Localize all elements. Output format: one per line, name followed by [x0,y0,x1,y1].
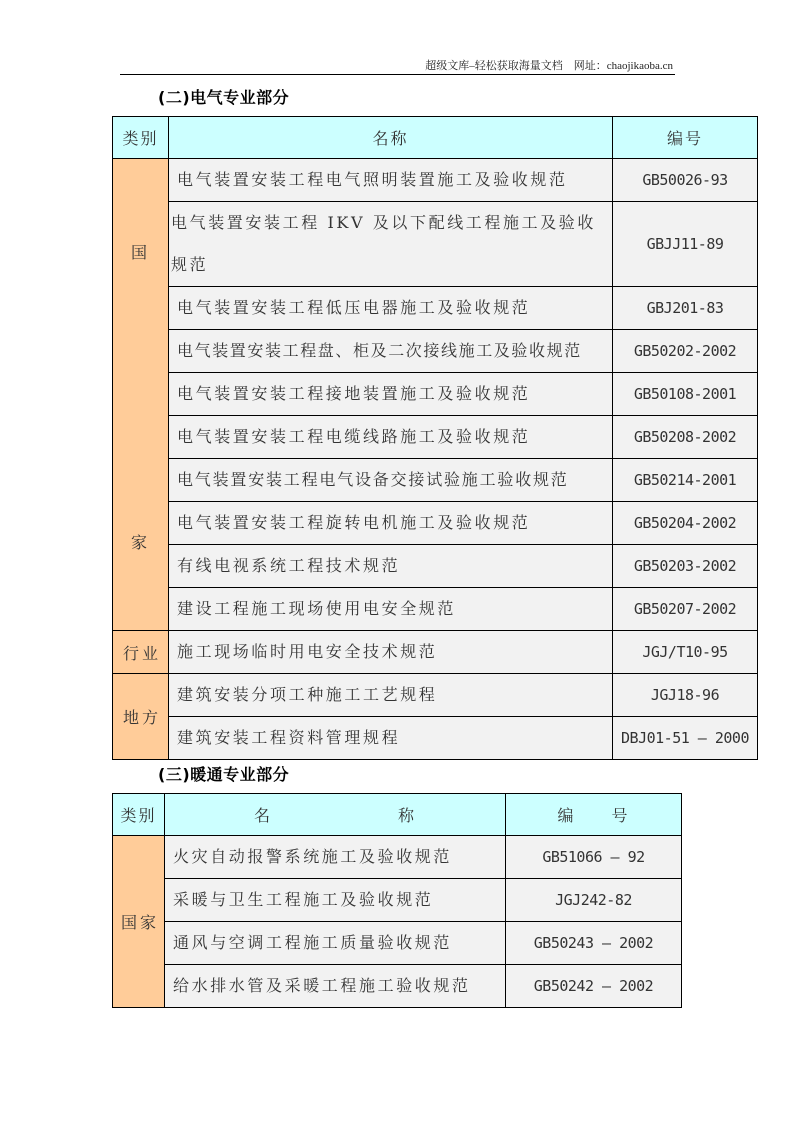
table-row [113,545,758,588]
standard-code: GB50108-2001 [613,373,758,416]
table-row [113,879,682,922]
standard-name: 电气装置安装工程盘、柜及二次接线施工及验收规范 [169,330,613,373]
page-header [120,56,675,75]
table-row [113,502,758,545]
table-row [113,287,758,330]
standard-name: 建筑安装分项工种施工工艺规程 [169,674,613,717]
standard-name: 火灾自动报警系统施工及验收规范 [165,836,506,879]
standard-code: GB50243 – 2002 [506,922,682,965]
category-cell-national [113,159,169,631]
standard-name: 建筑安装工程资料管理规程 [169,717,613,760]
standard-name: 给水排水管及采暖工程施工验收规范 [165,965,506,1008]
table-row [113,373,758,416]
table-row [113,922,682,965]
table-row [113,631,758,674]
standard-name: 电气装置安装工程电气设备交接试验施工验收规范 [169,459,613,502]
standard-code: GB50203-2002 [613,545,758,588]
standard-name: 电气装置安装工程接地装置施工及验收规范 [169,373,613,416]
column-header-name: 名 称 [165,794,506,836]
standard-code: JGJ/T10-95 [613,631,758,674]
table-row [113,674,758,717]
standard-code: DBJ01-51 – 2000 [613,717,758,760]
column-header-category: 类别 [113,794,165,836]
hvac-standards-table [112,793,682,1008]
standard-name: 电气装置安装工程旋转电机施工及验收规范 [169,502,613,545]
standard-name: 电气装置安装工程电气照明装置施工及验收规范 [169,159,613,202]
column-header-code: 编号 [613,117,758,159]
table-row [113,965,682,1008]
standard-name: 建设工程施工现场使用电安全规范 [169,588,613,631]
standard-code: GB50204-2002 [613,502,758,545]
table-header-row [113,117,758,159]
table-header-row [113,794,682,836]
category-label-national-bottom: 家 [130,533,150,552]
category-cell-industry: 行业 [113,631,169,674]
category-label-national-top: 国 [130,243,150,262]
standard-code: GB50242 – 2002 [506,965,682,1008]
table-row [113,202,758,287]
category-cell-national: 国家 [113,836,165,1008]
standard-name: 通风与空调工程施工质量验收规范 [165,922,506,965]
standard-code: GB50202-2002 [613,330,758,373]
electrical-standards-table [112,116,758,760]
standard-code: GB51066 – 92 [506,836,682,879]
standard-name: 有线电视系统工程技术规范 [169,545,613,588]
category-cell-local: 地方 [113,674,169,760]
column-header-category: 类别 [113,117,169,159]
standard-code: GBJ201-83 [613,287,758,330]
standard-code: JGJ242-82 [506,879,682,922]
table-row [113,588,758,631]
table-row [113,717,758,760]
standard-code: GB50214-2001 [613,459,758,502]
standard-name: 采暖与卫生工程施工及验收规范 [165,879,506,922]
standard-name: 电气装置安装工程 IKV 及以下配线工程施工及验收规范 [169,202,613,287]
table-row [113,159,758,202]
standard-name: 电气装置安装工程电缆线路施工及验收规范 [169,416,613,459]
standard-code: GB50207-2002 [613,588,758,631]
column-header-name: 名称 [169,117,613,159]
standard-name: 施工现场临时用电安全技术规范 [169,631,613,674]
table-row [113,416,758,459]
table-row [113,836,682,879]
standard-name: 电气装置安装工程低压电器施工及验收规范 [169,287,613,330]
standard-code: JGJ18-96 [613,674,758,717]
standard-code: GBJJ11-89 [613,202,758,287]
section-title-hvac: (三)暖通专业部分 [158,765,290,784]
column-header-code: 编 号 [506,794,682,836]
standard-code: GB50208-2002 [613,416,758,459]
section-title-electrical: (二)电气专业部分 [158,88,290,107]
table-row [113,459,758,502]
standard-code: GB50026-93 [613,159,758,202]
header-text: 超级文库–轻松获取海量文档 网址：chaojikaoba.cn [425,60,673,72]
table-row [113,330,758,373]
